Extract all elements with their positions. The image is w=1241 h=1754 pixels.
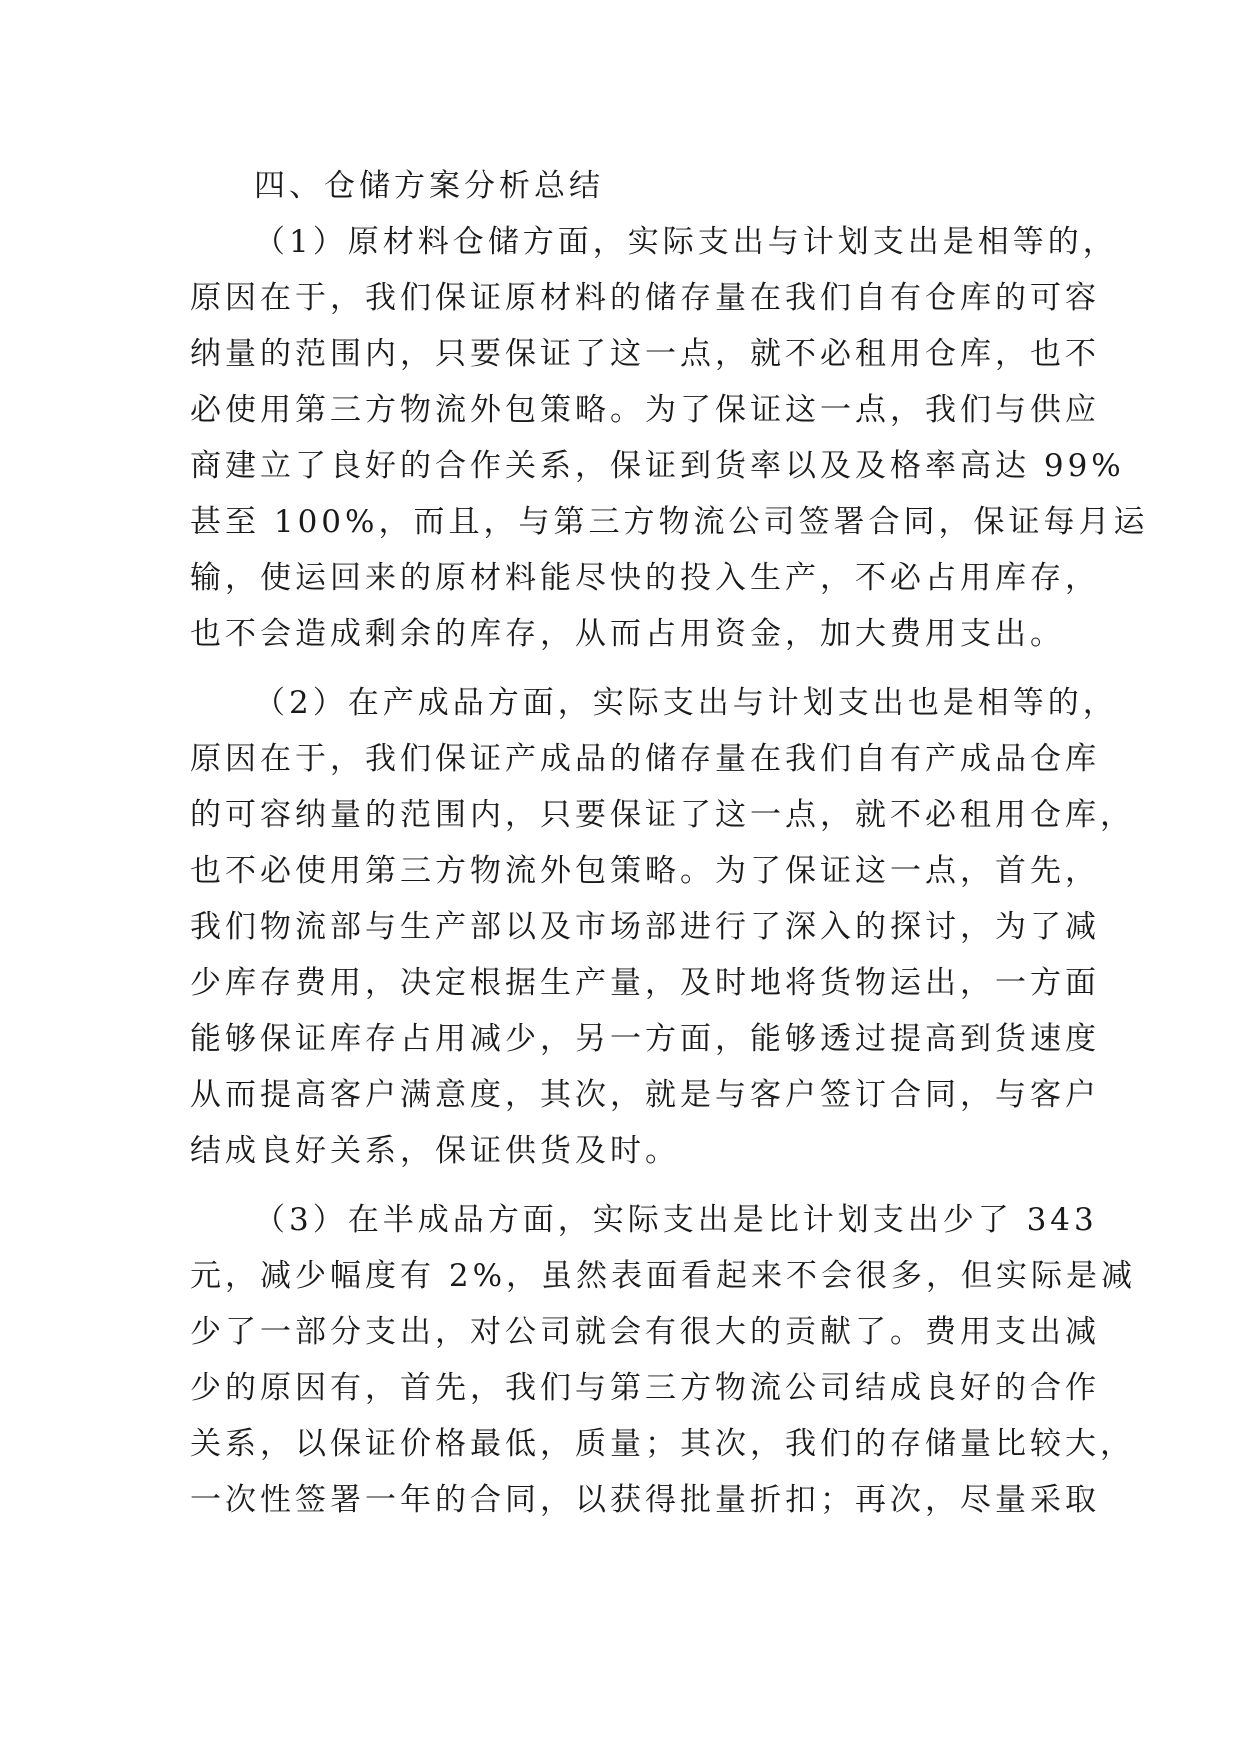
paragraph-line: 原因在于，我们保证原材料的储存量在我们自有仓库的可容 [190,280,1100,316]
paragraph-line: 甚至 100%，而且，与第三方物流公司签署合同，保证每月运 [190,504,1149,540]
paragraph-line: 从而提高客户满意度，其次，就是与客户签订合同，与客户 [190,1077,1100,1113]
paragraph-line: 的可容纳量的范围内，只要保证了这一点，就不必租用仓库， [190,797,1135,833]
paragraph-line: 输，使运回来的原材料能尽快的投入生产，不必占用库存， [190,560,1100,596]
paragraph-line: 原因在于，我们保证产成品的储存量在我们自有产成品仓库 [190,741,1100,777]
paragraph-3 [190,1192,1137,1528]
section-heading: 四、仓储方案分析总结 [254,168,604,204]
paragraph-line: 少库存费用，决定根据生产量，及时地将货物运出，一方面 [190,965,1100,1001]
paragraph-line: 少了一部分支出，对公司就会有很大的贡献了。费用支出减 [190,1314,1100,1350]
paragraph-line: 能够保证库存占用减少，另一方面，能够透过提高到货速度 [190,1021,1100,1057]
paragraph-line: 少的原因有，首先，我们与第三方物流公司结成良好的合作 [190,1370,1100,1406]
paragraph-line: 一次性签署一年的合同，以获得批量折扣；再次，尽量采取 [190,1482,1100,1518]
paragraph-line: 结成良好关系，保证供货及时。 [190,1133,680,1169]
paragraph-line: 元，减少幅度有 2%，虽然表面看起来不会很多，但实际是减 [190,1258,1137,1294]
paragraph-line: 必使用第三方物流外包策略。为了保证这一点，我们与供应 [190,392,1100,428]
paragraph-line: 关系，以保证价格最低，质量；其次，我们的存储量比较大， [190,1426,1135,1462]
paragraph-2 [190,675,1135,1179]
paragraph-1 [190,214,1149,662]
paragraph-line: 商建立了良好的合作关系，保证到货率以及及格率高达 99% [190,448,1125,484]
paragraph-line: 我们物流部与生产部以及市场部进行了深入的探讨，为了减 [190,909,1100,945]
paragraph-spacer [190,662,1070,675]
paragraph-line: 也不会造成剩余的库存，从而占用资金，加大费用支出。 [190,616,1065,652]
paragraph-line: （1）原材料仓储方面，实际支出与计划支出是相等的， [254,224,1118,260]
paragraph-line: （3）在半成品方面，实际支出是比计划支出少了 343 [254,1202,1098,1238]
paragraph-line: 也不必使用第三方物流外包策略。为了保证这一点，首先， [190,853,1100,889]
paragraph-spacer [190,1179,1070,1192]
document-body [190,158,1149,1528]
paragraph-line: 纳量的范围内，只要保证了这一点，就不必租用仓库，也不 [190,336,1100,372]
paragraph-line: （2）在产成品方面，实际支出与计划支出也是相等的， [254,685,1118,721]
